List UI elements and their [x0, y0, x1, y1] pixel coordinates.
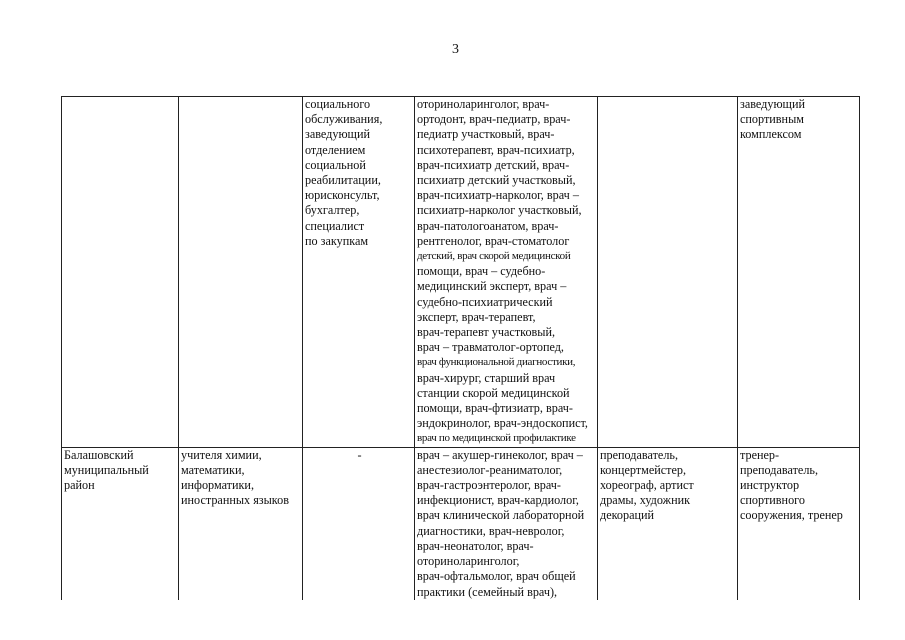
- doctor-line: врач-терапевт участковый,: [417, 325, 556, 340]
- doctor-line: эндокринолог, врач-эндоскопист,: [417, 416, 588, 431]
- doctor-line: оториноларинголог,: [417, 554, 520, 569]
- doctor-line: врач функциональной диагностики,: [417, 356, 576, 369]
- cell-teachers: [179, 97, 303, 448]
- table-row: [62, 447, 860, 600]
- doctor-line: врач клинической лабораторной: [417, 508, 585, 523]
- doctor-line: инфекционист, врач-кардиолог,: [417, 493, 579, 508]
- social-staff-dash: -: [357, 447, 362, 462]
- doctor-line: судебно-психиатрический: [417, 294, 553, 309]
- doctor-line: врач-психиатр детский, врач-: [417, 157, 570, 172]
- doctor-line: психиатр детский участковый,: [417, 173, 576, 188]
- document-table: [61, 96, 860, 600]
- doctor-line: ортодонт, врач-педиатр, врач-: [417, 112, 571, 127]
- page-number: 3: [452, 42, 459, 57]
- doctor-line: педиатр участковый, врач-: [417, 127, 555, 142]
- doctor-line: помощи, врач-фтизиатр, врач-: [417, 401, 573, 416]
- doctor-line: врач-психиатр-нарколог, врач –: [417, 188, 579, 203]
- doctor-line: психиатр-нарколог участковый,: [417, 203, 582, 218]
- doctor-line: диагностики, врач-невролог,: [417, 523, 565, 538]
- doctor-line: медицинский эксперт, врач –: [417, 279, 567, 294]
- table-row: [62, 97, 860, 448]
- doctor-line: врач – акушер-гинеколог, врач –: [417, 447, 583, 462]
- doctor-line: оториноларинголог, врач-: [417, 97, 550, 111]
- cell-culture: [598, 447, 738, 600]
- doctor-line: психотерапевт, врач-психиатр,: [417, 142, 575, 157]
- doctor-line: анестезиолог-реаниматолог,: [417, 462, 563, 477]
- cell-doctors: [415, 97, 598, 448]
- cell-social-staff: [303, 97, 415, 448]
- cell-sport: [738, 447, 860, 600]
- cell-teachers: [179, 447, 303, 600]
- doctor-line: рентгенолог, врач-стоматолог: [417, 233, 570, 248]
- culture-text: преподаватель, концертмейстер, хореограф, артист драмы, художник декораций: [600, 447, 694, 523]
- cell-doctors: [415, 447, 598, 600]
- doctor-line: врач по медицинской профилактике: [417, 432, 576, 445]
- cell-district: [62, 447, 179, 600]
- doctor-line: врач-неонатолог, врач-: [417, 538, 534, 553]
- doctor-line: врач-хирург, старший врач: [417, 370, 556, 385]
- doctor-line: врач-гастроэнтеролог, врач-: [417, 478, 561, 493]
- doctor-line: врач-патологоанатом, врач-: [417, 218, 559, 233]
- doctor-line: помощи, врач – судебно-: [417, 264, 546, 279]
- doctor-line: эксперт, врач-терапевт,: [417, 309, 536, 324]
- doctor-line: практики (семейный врач),: [417, 584, 558, 599]
- doctor-line: врач – травматолог-ортопед,: [417, 340, 564, 355]
- teachers-text: учителя химии, математики, информатики, иностранных языков: [181, 447, 289, 508]
- cell-social-staff: [303, 447, 415, 600]
- doctor-line: врач-офтальмолог, врач общей: [417, 569, 576, 584]
- doctor-line: станции скорой медицинской: [417, 385, 570, 400]
- sport-text: заведующий спортивным комплексом: [740, 97, 805, 142]
- cell-culture: [598, 97, 738, 448]
- social-staff-text: социального обслуживания, заведующий отделением социальной реабилитации, юрисконсульт, бухгалтер, специалист по закупкам: [305, 97, 383, 248]
- cell-sport: [738, 97, 860, 448]
- doctor-line: детский, врач скорой медицинской: [417, 250, 571, 263]
- district-name: Балашовский муниципальный район: [64, 447, 149, 493]
- sport-text: тренер- преподаватель, инструктор спортивного сооружения, тренер: [740, 447, 843, 523]
- cell-district: [62, 97, 179, 448]
